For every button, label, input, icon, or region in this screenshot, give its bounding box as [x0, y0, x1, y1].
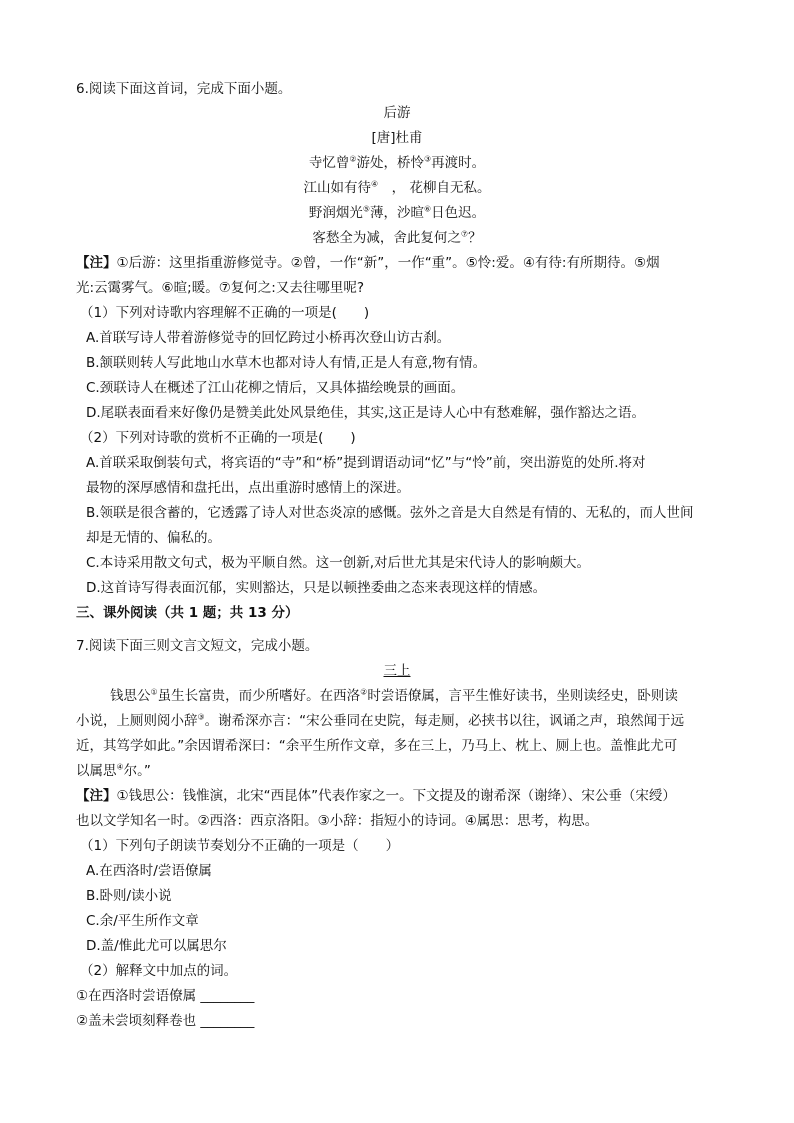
- note-text: ①钱思公：钱惟演，北宋“西昆体”代表作家之一。下文提及的谢希深（谢绛）、宋公垂（宋绶）: [116, 788, 676, 804]
- option-c: C.本诗采用散文句式，极为平顺自然。这一创新,对后世尤其是宋代诗人的影响颇大。: [86, 555, 591, 571]
- option-a: A.在西洛时/尝语僚属: [86, 863, 212, 879]
- text-run: 再渡时。: [431, 155, 486, 171]
- passage-line: [76, 736, 677, 756]
- poem-note: [76, 253, 660, 273]
- footnote-marker: ⑤: [362, 204, 370, 214]
- footnote-marker: ①: [150, 687, 158, 697]
- poem-line: [0, 178, 794, 198]
- option-c: C.余/平生所作文章: [86, 913, 199, 929]
- option-c: C.颈联诗人在概述了江山花柳之情后，又具体描绘晚景的画面。: [86, 380, 465, 396]
- footnote-marker: ③: [424, 154, 432, 164]
- option-a: A.首联写诗人带着游修觉寺的回忆跨过小桥再次登山访古刹。: [86, 330, 451, 346]
- poem-author: [唐]杜甫: [371, 130, 423, 146]
- poem-line: [0, 203, 794, 223]
- text-run: 。谢希深亦言：“宋公垂同在史院，每走厕，必挟书以往，讽诵之声，琅然闻于远: [204, 713, 685, 729]
- text-run: 近，其笃学如此。”余因谓希深曰：“余平生所作文章，多在三上，乃马上、枕上、厕上也。盖惟此尤可: [76, 738, 678, 754]
- text-run: 小说，上厕则阅小辞: [76, 713, 198, 729]
- option-a-continued: 最物的深厚感情和盘托出，点出重游时感情上的深进。: [86, 480, 410, 496]
- text-run: 以属思: [76, 763, 117, 779]
- fill-in-item: ①在西洛时尝语僚属 ________: [76, 988, 255, 1004]
- option-b: B.颔联则转人写此地山水草木也都对诗人有情,正是人有意,物有情。: [86, 355, 487, 371]
- section-heading: 三、课外阅读（共 1 题；共 13 分）: [76, 605, 299, 621]
- passage-line: [76, 711, 684, 731]
- text-run: 虽生长富贵，而少所嗜好。在西洛: [157, 688, 361, 704]
- footnote-marker: ④: [116, 762, 124, 772]
- fill-in-item: ②盖未尝顷刻释卷也 ________: [76, 1013, 255, 1029]
- note-label: 【注】: [76, 788, 117, 804]
- text-run: 游处，桥怜: [356, 155, 424, 171]
- note-label: 【注】: [76, 255, 117, 271]
- passage-title: 三上: [383, 663, 411, 679]
- footnote-marker: ⑥: [424, 204, 432, 214]
- option-b: B.领联是很含蓄的，它透露了诗人对世态炎凉的感慨。弦外之音是大自然是有情的、无私的，而人世间: [86, 505, 694, 521]
- text-run: ， 花柳自无私。: [378, 180, 491, 196]
- footnote-marker: ③: [197, 712, 205, 722]
- passage-note: [76, 786, 676, 806]
- question-7-title: 7.阅读下面三则文言文短文，完成小题。: [76, 638, 319, 654]
- footnote-marker: ⑦: [460, 229, 469, 239]
- text-run: 钱思公: [110, 688, 151, 704]
- question-6-title: 6.阅读下面这首词，完成下面小题。: [76, 81, 292, 97]
- option-b-continued: 却是无情的、偏私的。: [86, 530, 221, 546]
- note-text: ①后游：这里指重游修觉寺。②曾，一作“新”，一作“重”。⑤怜:爱。④有待:有所期待。⑤烟: [116, 255, 660, 271]
- text-run: 江山如有待: [303, 180, 372, 196]
- text-run: 尔。”: [123, 763, 151, 779]
- text-run: 野润烟光: [308, 205, 363, 221]
- passage-line: [110, 686, 678, 706]
- q7-sub2-stem: （2）解释文中加点的词。: [80, 963, 238, 979]
- text-run: ？: [468, 230, 482, 246]
- passage-line: [76, 761, 151, 781]
- footnote-marker: ②: [360, 687, 368, 697]
- q6-sub1-stem: （1）下列对诗歌内容理解不正确的一项是( ): [80, 305, 370, 321]
- poem-note-continued: 光:云霭雾气。⑥暄;暖。⑦复何之:又去往哪里呢?: [76, 280, 365, 296]
- text-run: 客愁全为减，舍此复何之: [312, 230, 461, 246]
- poem-line: [0, 153, 794, 173]
- text-run: 时尝语僚属，言平生惟好读书，坐则读经史，卧则读: [367, 688, 678, 704]
- text-run: 日色迟。: [431, 205, 486, 221]
- poem-line: [0, 228, 794, 248]
- option-d: D.这首诗写得表面沉郁，实则豁达，只是以顿挫委曲之态来表现这样的情感。: [86, 580, 547, 596]
- text-run: 寺忆曾: [308, 155, 350, 171]
- poem-title: 后游: [383, 105, 411, 121]
- q6-sub2-stem: （2）下列对诗歌的赏析不正确的一项是( ): [80, 430, 356, 446]
- text-run: 薄，沙暄: [370, 205, 424, 221]
- option-d: D.盖/惟此尤可以属思尔: [86, 938, 227, 954]
- footnote-marker: ②: [349, 154, 357, 164]
- option-a: A.首联采取倒装句式，将宾语的“寺”和“桥”提到谓语动词“忆”与“怜”前，突出游览的处所.将对: [86, 455, 646, 471]
- option-d: D.尾联表面看来好像仍是赞美此处风景绝佳，其实,这正是诗人心中有愁难解，强作豁达之语。: [86, 405, 645, 421]
- passage-note-continued: 也以文学知名一时。②西洛：西京洛阳。③小辞：指短小的诗词。④属思：思考，构思。: [76, 813, 599, 829]
- option-b: B.卧则/读小说: [86, 888, 172, 904]
- footnote-marker: ④: [371, 179, 379, 189]
- q7-sub1-stem: （1）下列句子朗读节奏划分不正确的一项是（ ）: [80, 838, 400, 854]
